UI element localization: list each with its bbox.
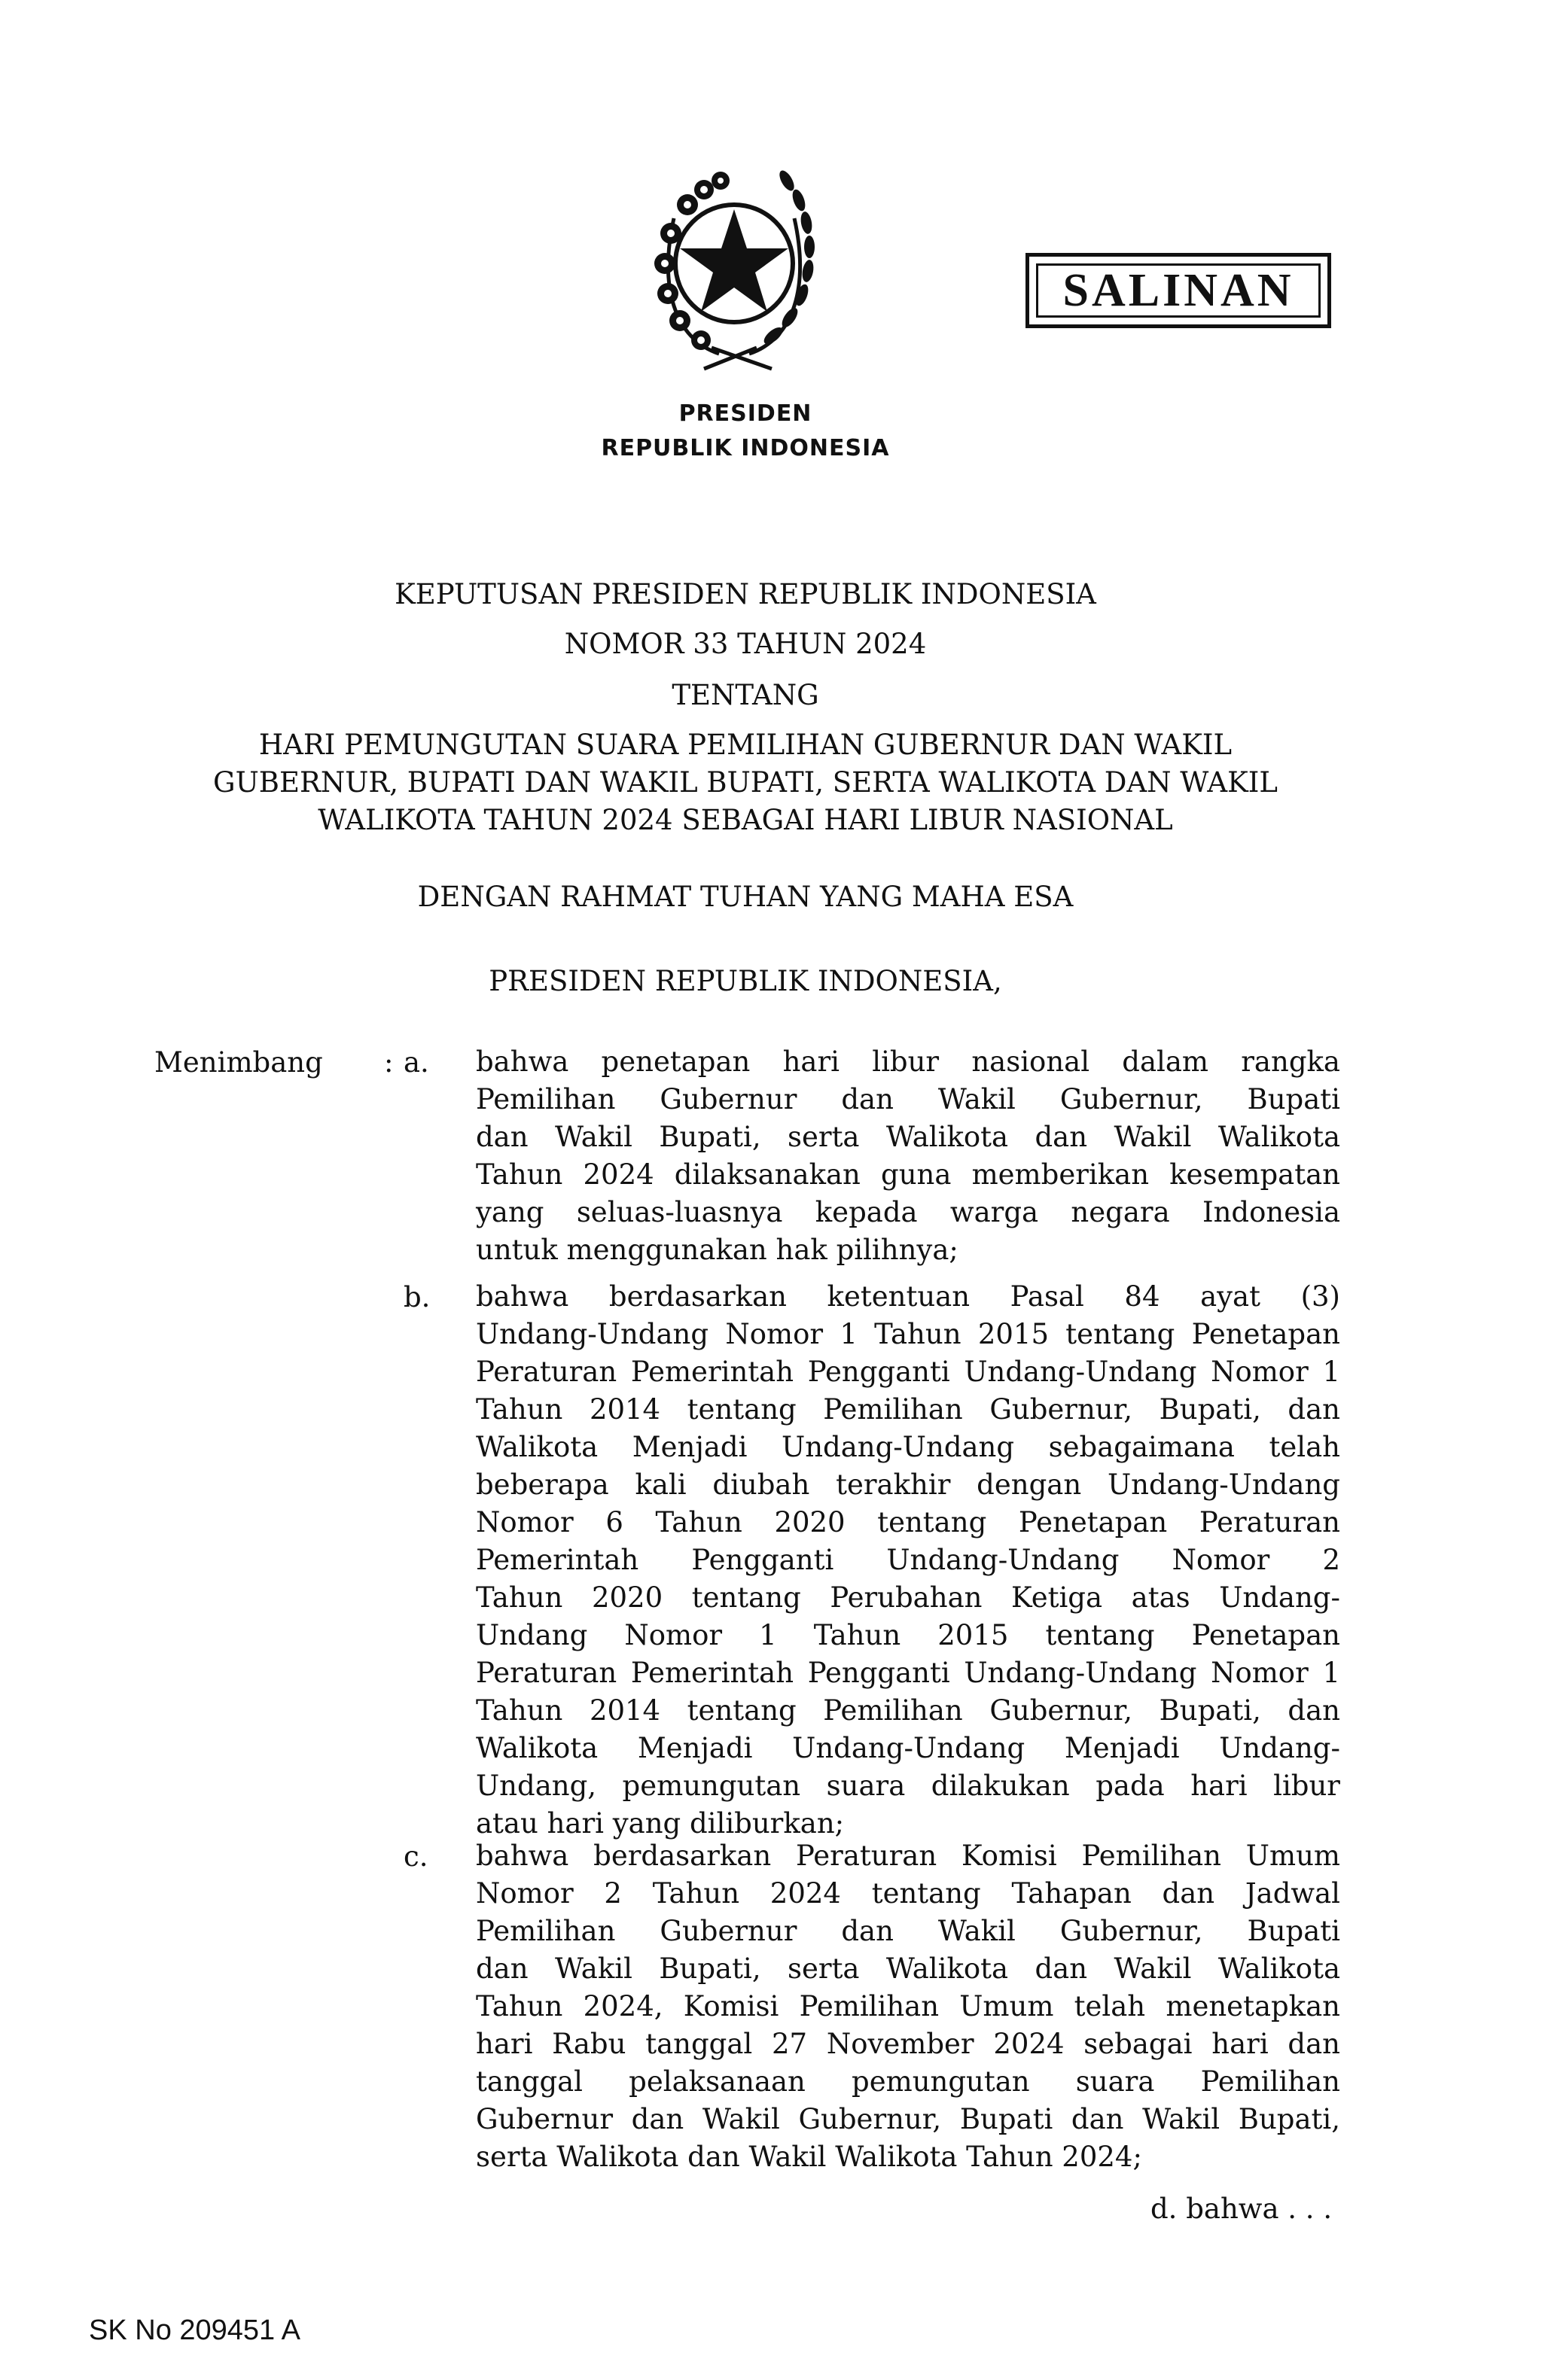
text-line: Peraturan Pemerintah Pengganti Undang-Undang Nomor 1 <box>476 1657 1340 1689</box>
text-line: hari Rabu tanggal 27 November 2024 sebagai hari dan <box>476 2028 1340 2060</box>
considering-colon: : <box>384 1046 394 1079</box>
header-republic: REPUBLIK INDONESIA <box>601 435 890 461</box>
text-line: tanggal pelaksanaan pemungutan suara Pemilihan <box>476 2065 1340 2098</box>
item-marker-b: b. <box>404 1281 431 1313</box>
item-marker-a: a. <box>404 1046 429 1079</box>
text-line: Undang-Undang Nomor 1 Tahun 2015 tentang Penetapan <box>476 1318 1340 1350</box>
text-line: yang seluas-luasnya kepada warga negara Indonesia <box>476 1196 1340 1228</box>
invocation: DENGAN RAHMAT TUHAN YANG MAHA ESA <box>417 881 1074 913</box>
text-line: Tahun 2014 tentang Pemilihan Gubernur, Bupati, dan <box>476 1694 1340 1727</box>
text-line: Tahun 2014 tentang Pemilihan Gubernur, Bupati, dan <box>476 1393 1340 1426</box>
text-line: bahwa penetapan hari libur nasional dalam rangka <box>476 1045 1340 1078</box>
text-line: Nomor 6 Tahun 2020 tentang Penetapan Peraturan <box>476 1506 1340 1538</box>
decree-subject-line: WALIKOTA TAHUN 2024 SEBAGAI HARI LIBUR NASIONAL <box>318 804 1173 836</box>
text-line: Walikota Menjadi Undang-Undang sebagaimana telah <box>476 1431 1340 1463</box>
text-line: bahwa berdasarkan Peraturan Komisi Pemilihan Umum <box>476 1840 1340 1872</box>
text-line: atau hari yang diliburkan; <box>476 1807 845 1840</box>
decree-about: TENTANG <box>672 679 819 711</box>
item-marker-c: c. <box>404 1840 428 1873</box>
text-line: Pemilihan Gubernur dan Wakil Gubernur, Bupati <box>476 1083 1340 1115</box>
decree-title: KEPUTUSAN PRESIDEN REPUBLIK INDONESIA <box>395 578 1096 610</box>
decree-number: NOMOR 33 TAHUN 2024 <box>564 628 927 660</box>
text-line: Undang, pemungutan suara dilakukan pada hari libur <box>476 1770 1340 1802</box>
text-line: Nomor 2 Tahun 2024 tentang Tahapan dan Jadwal <box>476 1877 1340 1910</box>
text-line: Tahun 2024 dilaksanakan guna memberikan kesempatan <box>476 1158 1340 1191</box>
considering-item-a <box>476 1043 1340 1269</box>
considering-label: Menimbang <box>154 1046 323 1079</box>
text-line: Walikota Menjadi Undang-Undang Menjadi Undang- <box>476 1732 1340 1764</box>
considering-item-c <box>476 1837 1340 2176</box>
text-line: Undang Nomor 1 Tahun 2015 tentang Penetapan <box>476 1619 1340 1651</box>
authority: PRESIDEN REPUBLIK INDONESIA, <box>489 965 1002 997</box>
text-line: Pemilihan Gubernur dan Wakil Gubernur, Bupati <box>476 1915 1340 1947</box>
salinan-stamp-text: SALINAN <box>1062 264 1294 316</box>
text-line: serta Walikota dan Wakil Walikota Tahun 2024; <box>476 2141 1142 2173</box>
text-line: dan Wakil Bupati, serta Walikota dan Wakil Walikota <box>476 1121 1340 1153</box>
salinan-stamp <box>1025 253 1331 328</box>
considering-item-b <box>476 1278 1340 1843</box>
text-line: Tahun 2024, Komisi Pemilihan Umum telah menetapkan <box>476 1990 1340 2022</box>
text-line: Gubernur dan Wakil Gubernur, Bupati dan Wakil Bupati, <box>476 2103 1340 2135</box>
document-code: SK No 209451 A <box>89 2315 300 2346</box>
text-line: Peraturan Pemerintah Pengganti Undang-Undang Nomor 1 <box>476 1356 1340 1388</box>
decree-subject-line: HARI PEMUNGUTAN SUARA PEMILIHAN GUBERNUR DAN WAKIL <box>258 729 1233 761</box>
header-president: PRESIDEN <box>678 400 812 427</box>
text-line: Pemerintah Pengganti Undang-Undang Nomor 2 <box>476 1544 1340 1576</box>
continuation-marker: d. bahwa . . . <box>1150 2193 1333 2225</box>
text-line: bahwa berdasarkan ketentuan Pasal 84 ayat (3) <box>476 1280 1340 1313</box>
text-line: beberapa kali diubah terakhir dengan Undang-Undang <box>476 1468 1340 1501</box>
text-line: Tahun 2020 tentang Perubahan Ketiga atas Undang- <box>476 1581 1340 1614</box>
text-line: untuk menggunakan hak pilihnya; <box>476 1234 958 1266</box>
text-line: dan Wakil Bupati, serta Walikota dan Wakil Walikota <box>476 1952 1340 1985</box>
decree-subject-line: GUBERNUR, BUPATI DAN WAKIL BUPATI, SERTA WALIKOTA DAN WAKIL <box>213 766 1278 799</box>
presidential-emblem-icon <box>629 151 840 376</box>
